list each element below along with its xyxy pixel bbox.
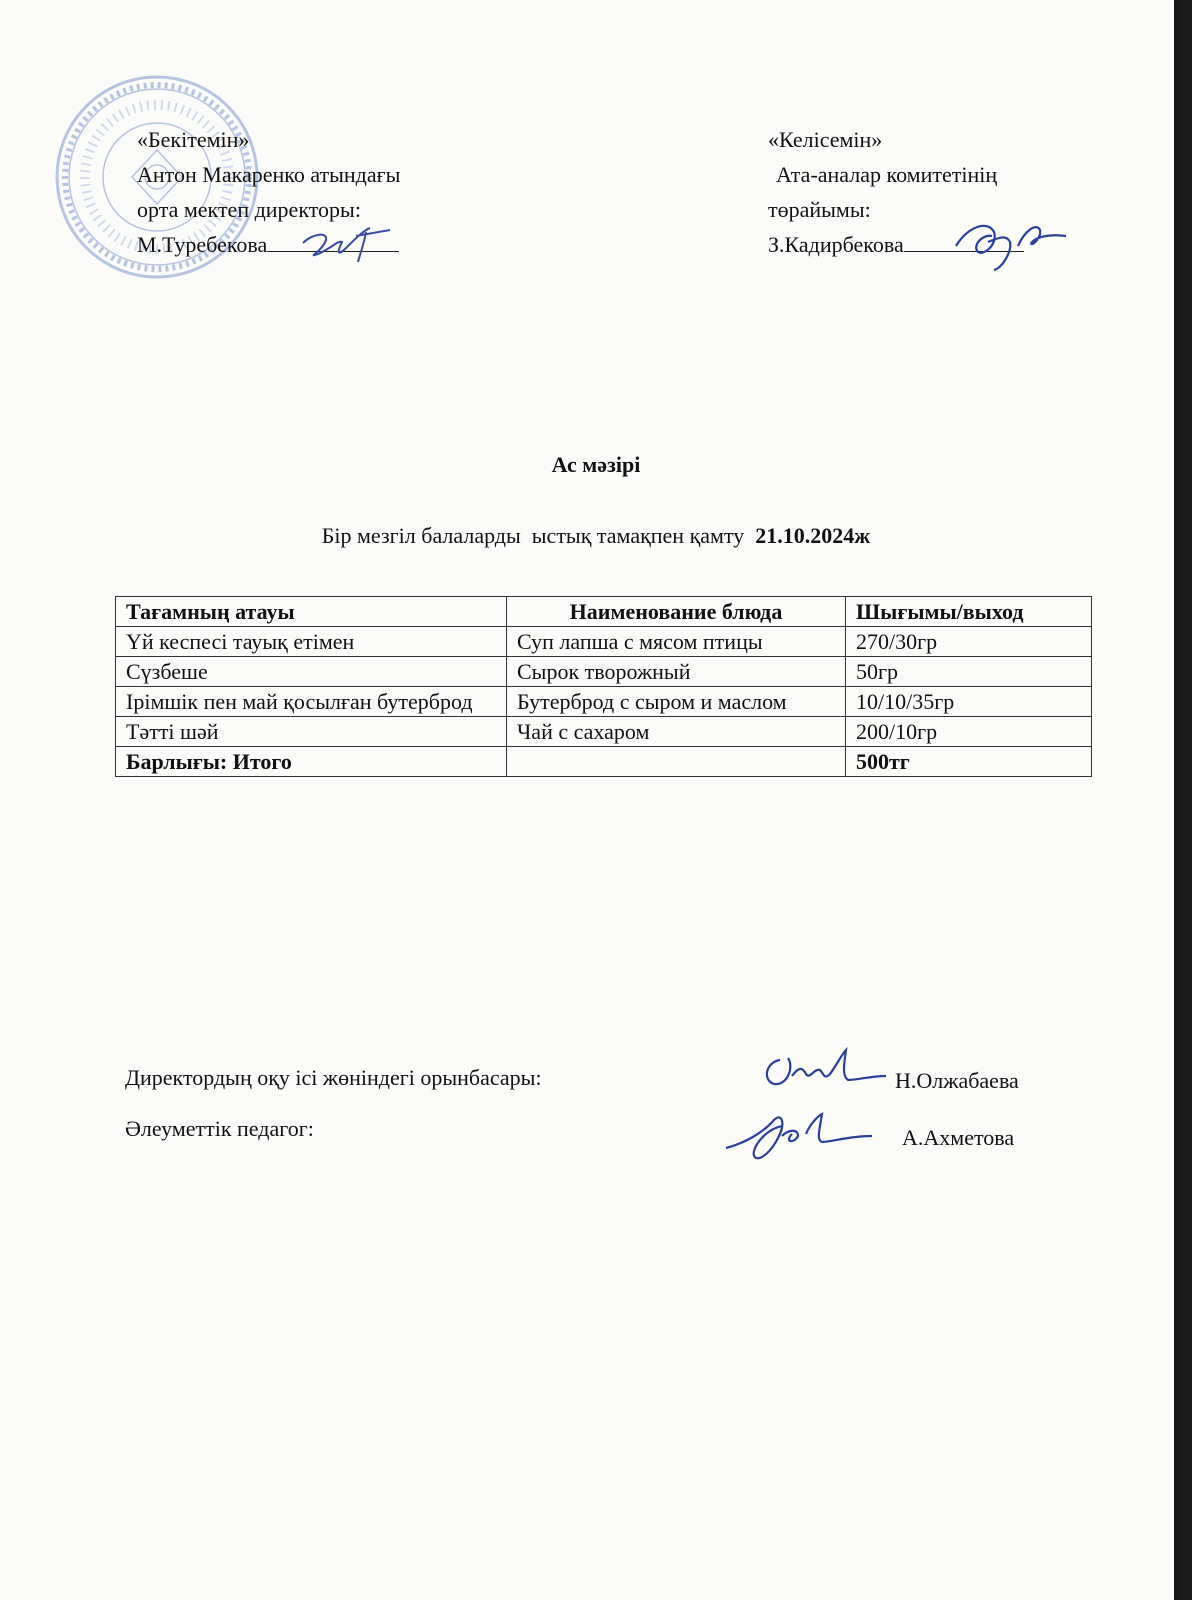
menu-table xyxy=(115,596,1092,777)
director-signature-icon xyxy=(298,218,398,268)
total-label: Барлығы: Итого xyxy=(116,747,507,777)
agreement-line-2: төрайымы: xyxy=(768,197,871,222)
dish-kazakh: Тәтті шәй xyxy=(116,717,507,747)
pedagogue-signature-icon xyxy=(722,1104,882,1168)
subtitle-text: Бір мезгіл балаларды ыстық тамақпен қамту xyxy=(321,523,756,548)
director-name: М.Туребекова xyxy=(137,232,268,257)
approval-heading: «Бекітемін» xyxy=(137,127,250,152)
dish-russian: Суп лапша с мясом птицы xyxy=(507,627,846,657)
deputy-director-role: Директордың оқу ісі жөніндегі орынбасары: xyxy=(125,1065,542,1090)
table-row xyxy=(116,717,1092,747)
header-kazakh-name: Тағамның атауы xyxy=(116,597,507,627)
menu-date: 21.10.2024ж xyxy=(755,523,871,548)
dish-russian: Бутерброд с сыром и маслом xyxy=(507,687,846,717)
social-pedagogue-name: А.Ахметова xyxy=(902,1125,1015,1150)
dish-kazakh: Үй кеспесі тауық етімен xyxy=(116,627,507,657)
header-russian-name: Наименование блюда xyxy=(507,597,846,627)
committee-chair-name: З.Кадирбекова xyxy=(768,232,904,257)
header-yield: Шығымы/выход xyxy=(846,597,1092,627)
subtitle xyxy=(0,523,1192,549)
dish-kazakh: Ірімшік пен май қосылған бутерброд xyxy=(116,687,507,717)
total-price: 500тг xyxy=(846,747,1092,777)
total-empty-cell xyxy=(507,747,846,777)
page-title: Ас мәзірі xyxy=(551,452,641,477)
dish-yield: 10/10/35гр xyxy=(846,687,1092,717)
table-row xyxy=(116,687,1092,717)
deputy-director-name: Н.Олжабаева xyxy=(895,1068,1019,1093)
table-row xyxy=(116,657,1092,687)
dish-russian: Чай с сахаром xyxy=(507,717,846,747)
chair-signature-icon xyxy=(948,212,1078,274)
table-row xyxy=(116,627,1092,657)
approval-line-1: Антон Макаренко атындағы xyxy=(137,162,401,187)
approval-line-2: орта мектеп директоры: xyxy=(137,197,361,222)
table-header-row xyxy=(116,597,1092,627)
dish-yield: 270/30гр xyxy=(846,627,1092,657)
deputy-signature-icon xyxy=(758,1046,888,1092)
dish-yield: 50гр xyxy=(846,657,1092,687)
dish-yield: 200/10гр xyxy=(846,717,1092,747)
table-total-row xyxy=(116,747,1092,777)
agreement-heading: «Келісемін» xyxy=(768,127,883,152)
dish-russian: Сырок творожный xyxy=(507,657,846,687)
dish-kazakh: Сүзбеше xyxy=(116,657,507,687)
agreement-line-1: Ата-аналар комитетінің xyxy=(776,162,998,187)
social-pedagogue-role: Әлеуметтік педагог: xyxy=(125,1116,314,1141)
